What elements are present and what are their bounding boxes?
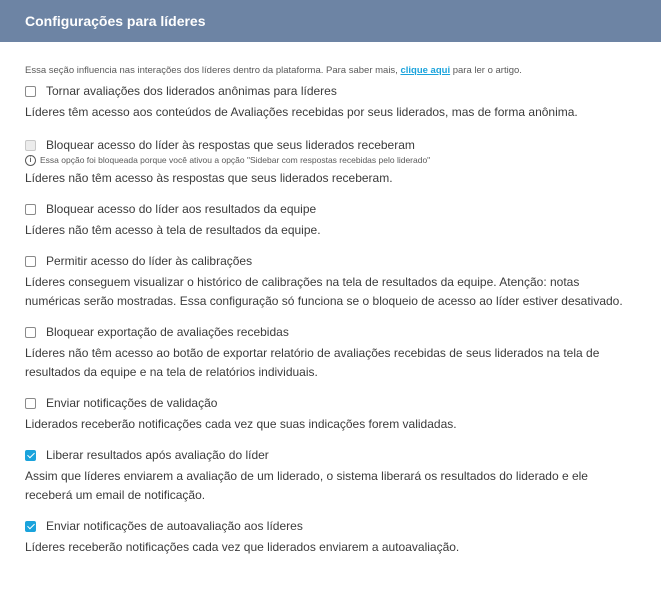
option-description: Líderes não têm acesso ao botão de exportar relatório de avaliações recebidas de seus liderados na tela de resultados da equipe e na tela de relatórios individuais. (25, 346, 600, 379)
option-block-export (25, 323, 636, 382)
option-row[interactable] (25, 323, 636, 341)
option-row[interactable] (25, 252, 636, 270)
option-self-review-notifications (25, 517, 636, 557)
option-label: Enviar notificações de validação (46, 396, 218, 410)
option-label: Tornar avaliações dos liderados anônimas para líderes (46, 84, 337, 98)
learn-more-link[interactable]: clique aqui (400, 65, 451, 76)
option-description: Líderes conseguem visualizar o histórico de calibrações na tela de resultados da equipe. Atenção: notas numéricas serão mostradas. Essa configuração só funciona se o bloqueio de acesso ao líder estiver desativado. (25, 275, 623, 308)
option-block-team-results (25, 200, 636, 240)
option-label: Enviar notificações de autoavaliação aos líderes (46, 519, 303, 533)
option-description: Líderes receberão notificações cada vez que liderados enviarem a autoavaliação. (25, 540, 460, 554)
option-row[interactable] (25, 517, 636, 535)
option-label: Liberar resultados após avaliação do líder (46, 448, 269, 462)
intro-text: Essa seção influencia nas interações dos líderes dentro da plataforma. Para saber mais, clique aqui para ler o artigo. (25, 65, 522, 76)
option-description: Líderes têm acesso aos conteúdos de Avaliações recebidas por seus liderados, mas de forma anônima. (25, 105, 578, 119)
option-release-results (25, 446, 636, 505)
section-title: Configurações para líderes (25, 13, 206, 29)
info-icon: i (25, 155, 36, 166)
checkbox-block-responses (25, 140, 36, 151)
checkbox-release-results[interactable] (25, 450, 36, 461)
option-label: Permitir acesso do líder às calibrações (46, 254, 253, 268)
option-description: Líderes não têm acesso à tela de resultados da equipe. (25, 223, 321, 237)
option-validation-notifications (25, 394, 636, 434)
checkbox-anonymous-reviews[interactable] (25, 86, 36, 97)
checkbox-validation-notifications[interactable] (25, 398, 36, 409)
checkbox-block-export[interactable] (25, 327, 36, 338)
checkbox-self-review-notifications[interactable] (25, 521, 36, 532)
option-calibrations (25, 252, 636, 311)
checkbox-block-team-results[interactable] (25, 204, 36, 215)
option-description: Assim que líderes enviarem a avaliação de um liderado, o sistema liberará os resultados do liderado e ele receberá um email de notificação. (25, 469, 588, 502)
checkbox-calibrations[interactable] (25, 256, 36, 267)
disabled-warning (25, 155, 465, 166)
option-anonymous-reviews (25, 82, 636, 122)
option-label: Bloquear acesso do líder às respostas que seus liderados receberam (46, 138, 415, 152)
option-row[interactable] (25, 200, 636, 218)
option-row (25, 136, 636, 154)
section-header (0, 0, 661, 42)
option-description: Líderes não têm acesso às respostas que seus liderados receberam. (25, 171, 393, 185)
warning-text: Essa opção foi bloqueada porque você ativou a opção "Sidebar com respostas recebidas pelo liderado" (40, 155, 431, 165)
option-row[interactable] (25, 446, 636, 464)
option-description: Liderados receberão notificações cada vez que suas indicações forem validadas. (25, 417, 457, 431)
option-block-responses (25, 136, 636, 188)
option-row[interactable] (25, 394, 636, 412)
option-row[interactable] (25, 82, 636, 100)
option-label: Bloquear exportação de avaliações recebidas (46, 325, 289, 339)
settings-content (0, 65, 661, 557)
option-label: Bloquear acesso do líder aos resultados da equipe (46, 202, 317, 216)
